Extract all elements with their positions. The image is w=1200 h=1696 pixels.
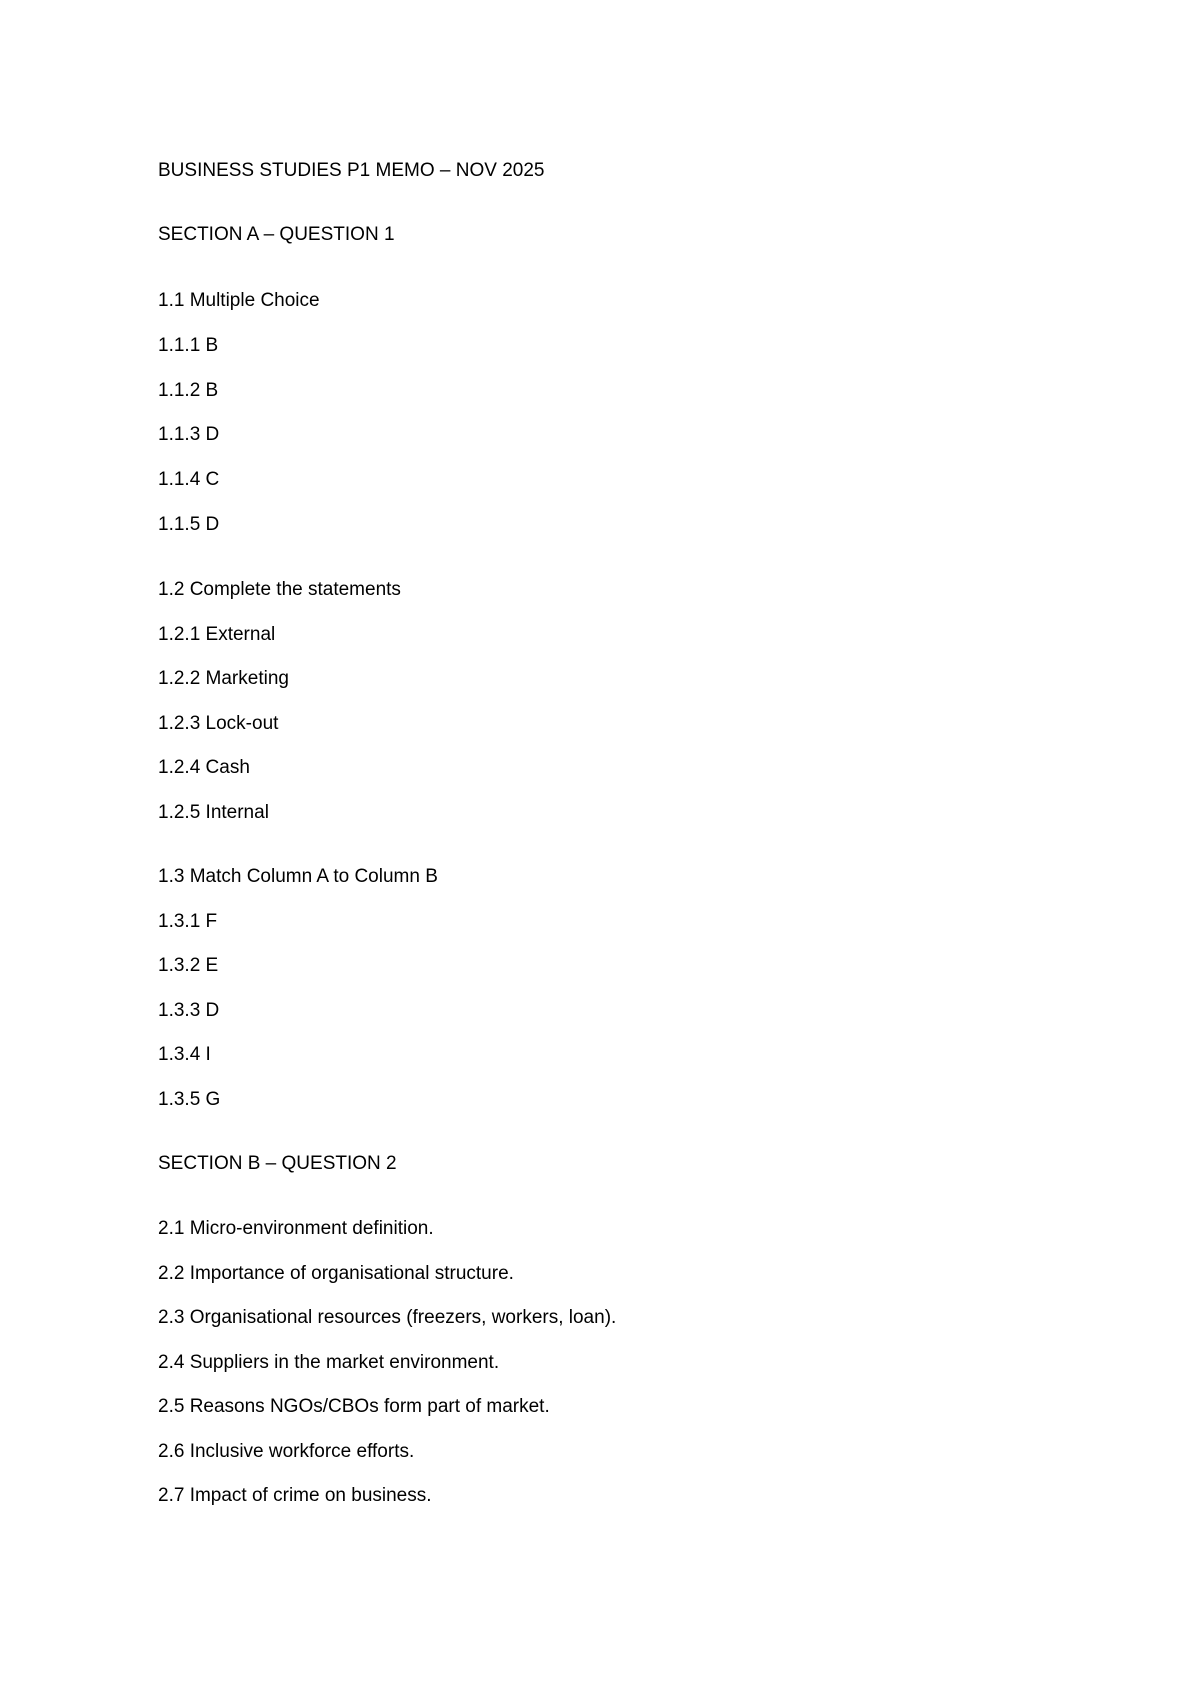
answer-1-3-3: 1.3.3 D (158, 1000, 220, 1021)
item-2-5: 2.5 Reasons NGOs/CBOs form part of market. (158, 1396, 550, 1417)
answer-1-1-3: 1.1.3 D (158, 424, 220, 445)
answer-1-2-2: 1.2.2 Marketing (158, 668, 289, 689)
document-title: BUSINESS STUDIES P1 MEMO – NOV 2025 (158, 160, 545, 181)
section-a-heading: SECTION A – QUESTION 1 (158, 224, 395, 245)
answer-1-2-5: 1.2.5 Internal (158, 802, 269, 823)
answer-1-2-4: 1.2.4 Cash (158, 757, 250, 778)
answer-1-3-2: 1.3.2 E (158, 955, 219, 976)
q1-3-heading: 1.3 Match Column A to Column B (158, 866, 438, 887)
section-b-heading: SECTION B – QUESTION 2 (158, 1153, 397, 1174)
q1-2-heading: 1.2 Complete the statements (158, 579, 401, 600)
item-2-6: 2.6 Inclusive workforce efforts. (158, 1441, 415, 1462)
answer-1-1-4: 1.1.4 C (158, 469, 220, 490)
q1-1-heading: 1.1 Multiple Choice (158, 290, 320, 311)
answer-1-3-1: 1.3.1 F (158, 911, 218, 932)
answer-1-3-5: 1.3.5 G (158, 1089, 221, 1110)
item-2-7: 2.7 Impact of crime on business. (158, 1485, 432, 1506)
answer-1-1-2: 1.1.2 B (158, 380, 219, 401)
item-2-2: 2.2 Importance of organisational structure. (158, 1263, 514, 1284)
answer-1-2-1: 1.2.1 External (158, 624, 276, 645)
answer-1-1-1: 1.1.1 B (158, 335, 219, 356)
answer-1-2-3: 1.2.3 Lock-out (158, 713, 279, 734)
item-2-4: 2.4 Suppliers in the market environment. (158, 1352, 500, 1373)
answer-1-1-5: 1.1.5 D (158, 514, 220, 535)
item-2-1: 2.1 Micro-environment definition. (158, 1218, 434, 1239)
answer-1-3-4: 1.3.4 I (158, 1044, 211, 1065)
item-2-3: 2.3 Organisational resources (freezers, workers, loan). (158, 1307, 617, 1328)
